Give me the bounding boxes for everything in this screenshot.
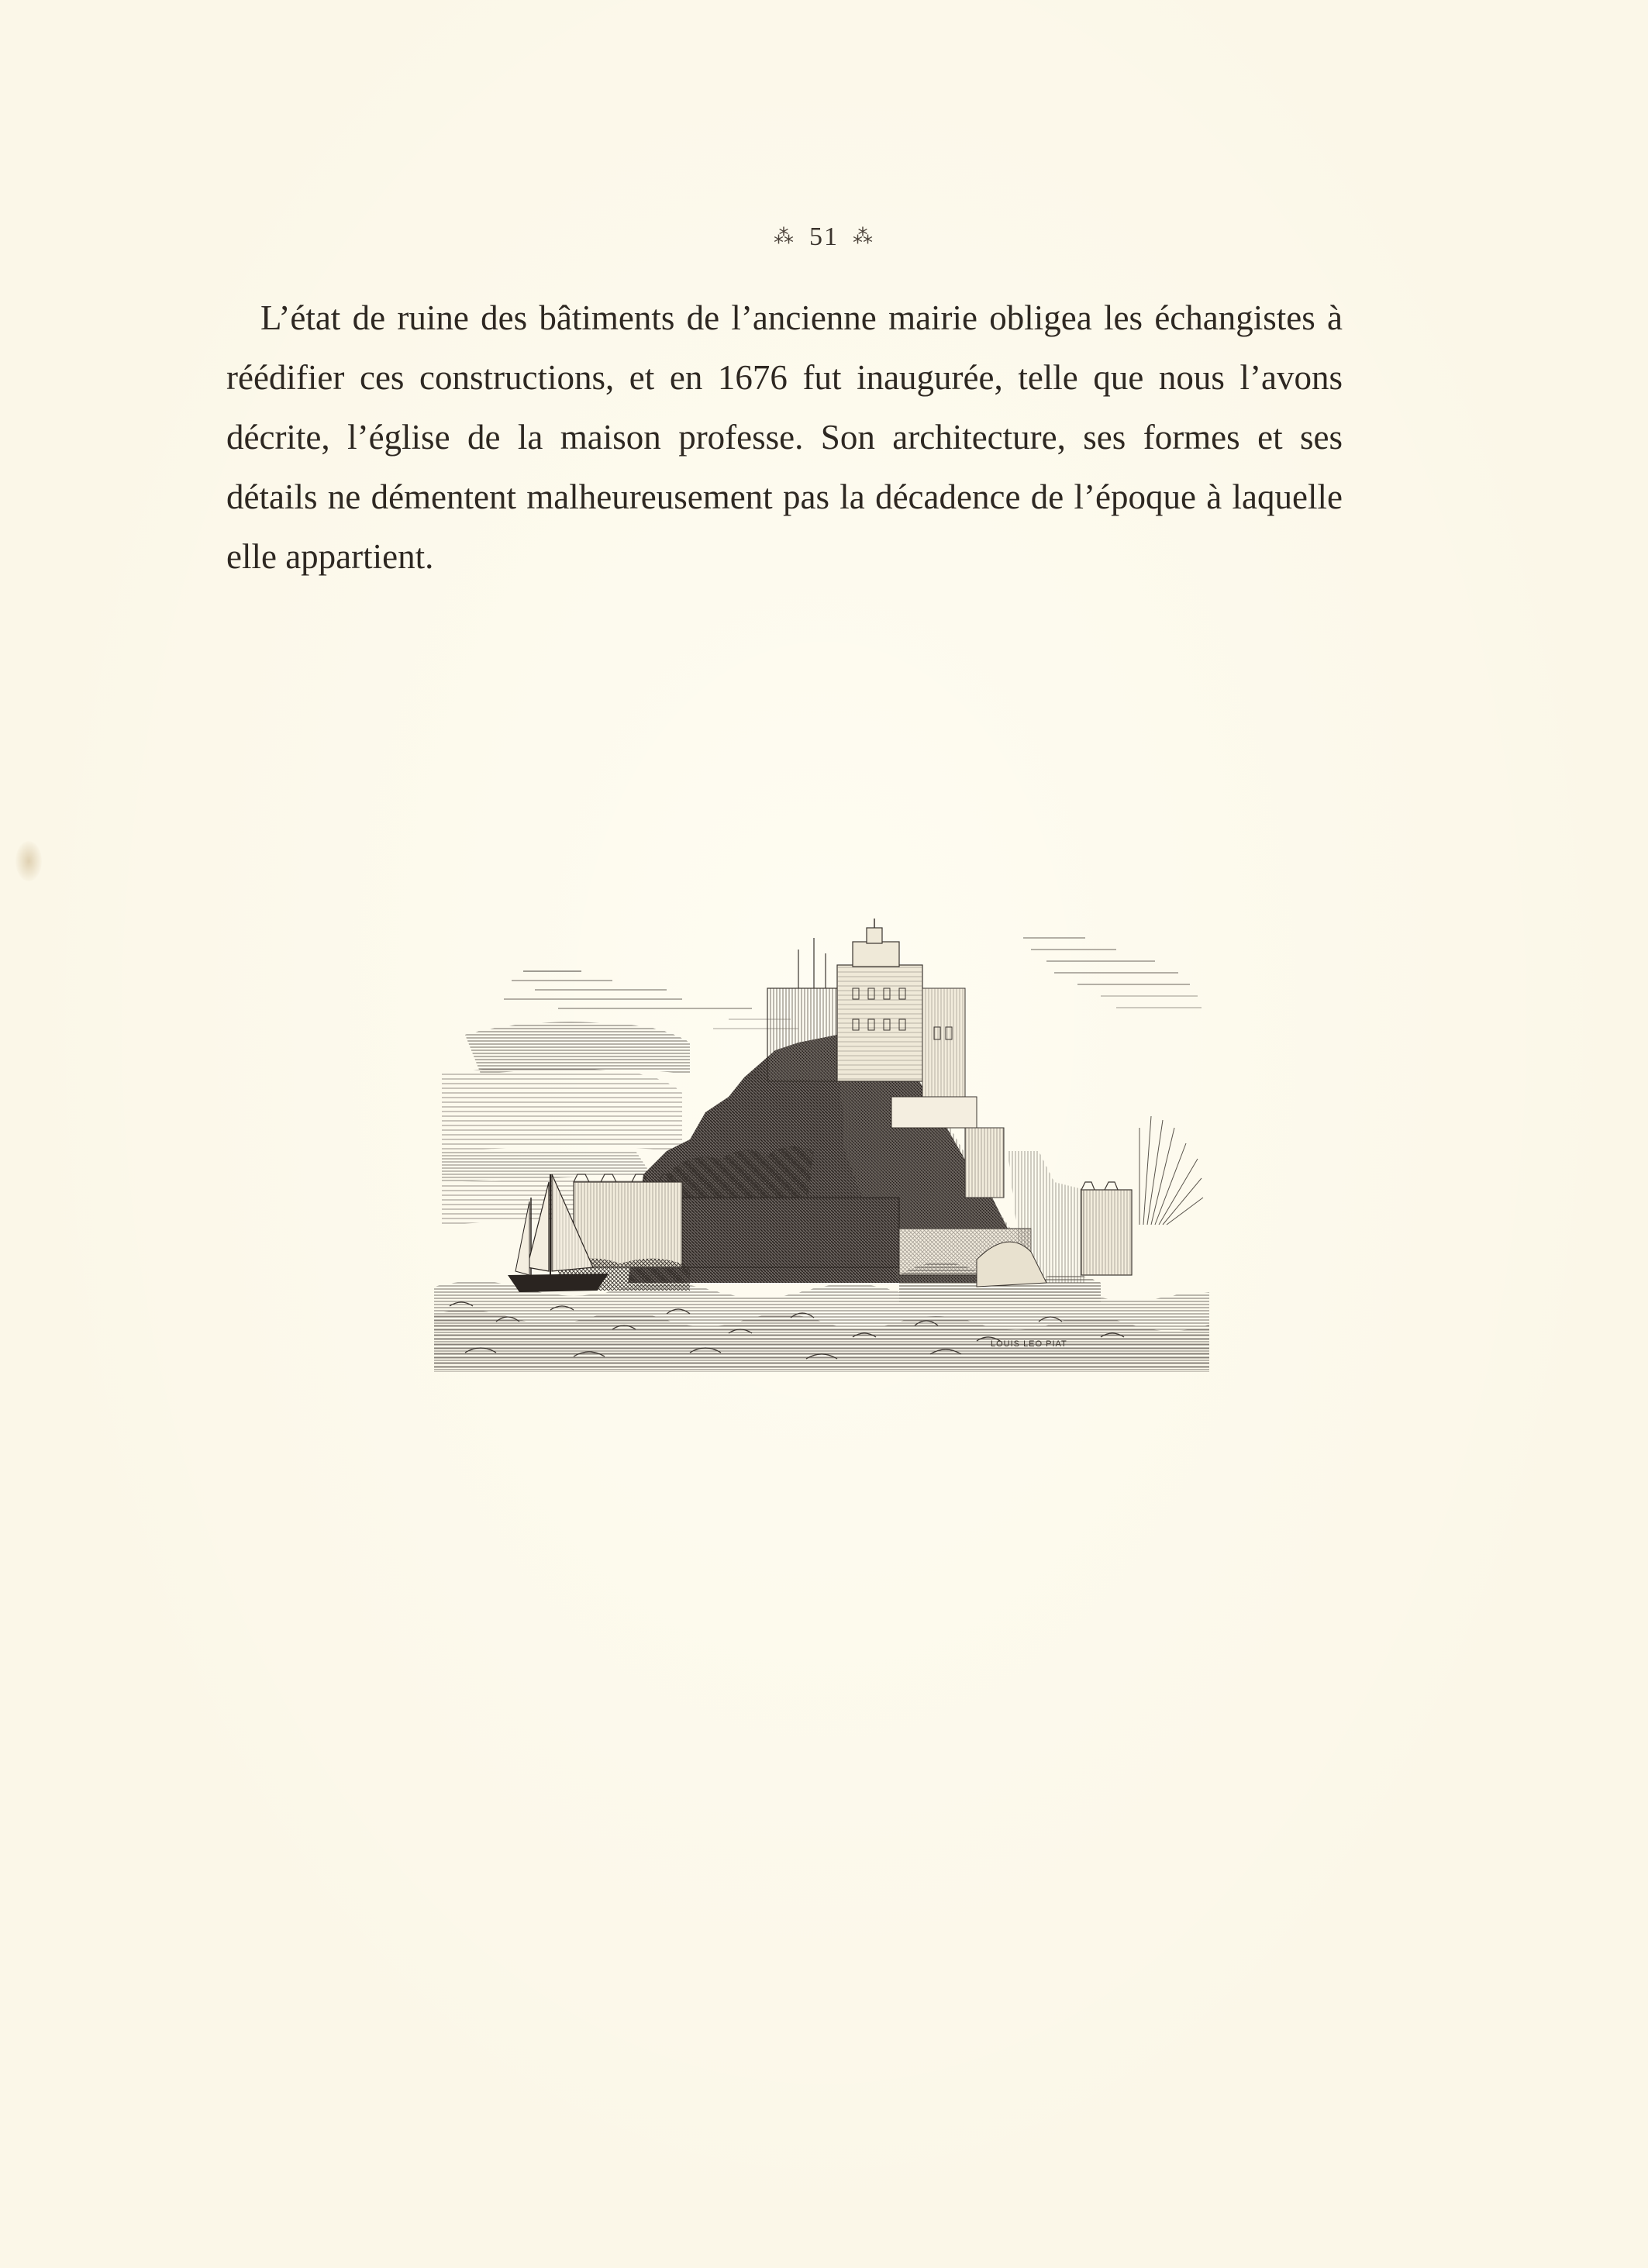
mont-saint-michel-engraving-icon — [434, 919, 1209, 1372]
paper-stain — [16, 841, 42, 881]
body-text — [226, 288, 1343, 587]
page-header — [0, 221, 1648, 252]
page-number: 51 — [809, 222, 839, 252]
header-ornament-left-icon: ⁂ — [774, 226, 795, 249]
paragraph: L’état de ruine des bâtiments de l’ancienne mairie obligea les échangistes à réédifier ces constructions, et en 1676 fut inaugurée, telle que nous l’avons décrite, l’église de la maison professe. Son architecture, ses formes et ses détails ne démentent malheureusement pas la décadence de l’époque à laquelle elle appartient. — [226, 298, 1343, 576]
sun-rays — [1139, 1116, 1203, 1225]
engraving-svg — [434, 919, 1209, 1372]
header-ornament-right-icon: ⁂ — [853, 226, 874, 249]
engraver-signature: LOUIS LEO PIAT — [991, 1339, 1067, 1349]
